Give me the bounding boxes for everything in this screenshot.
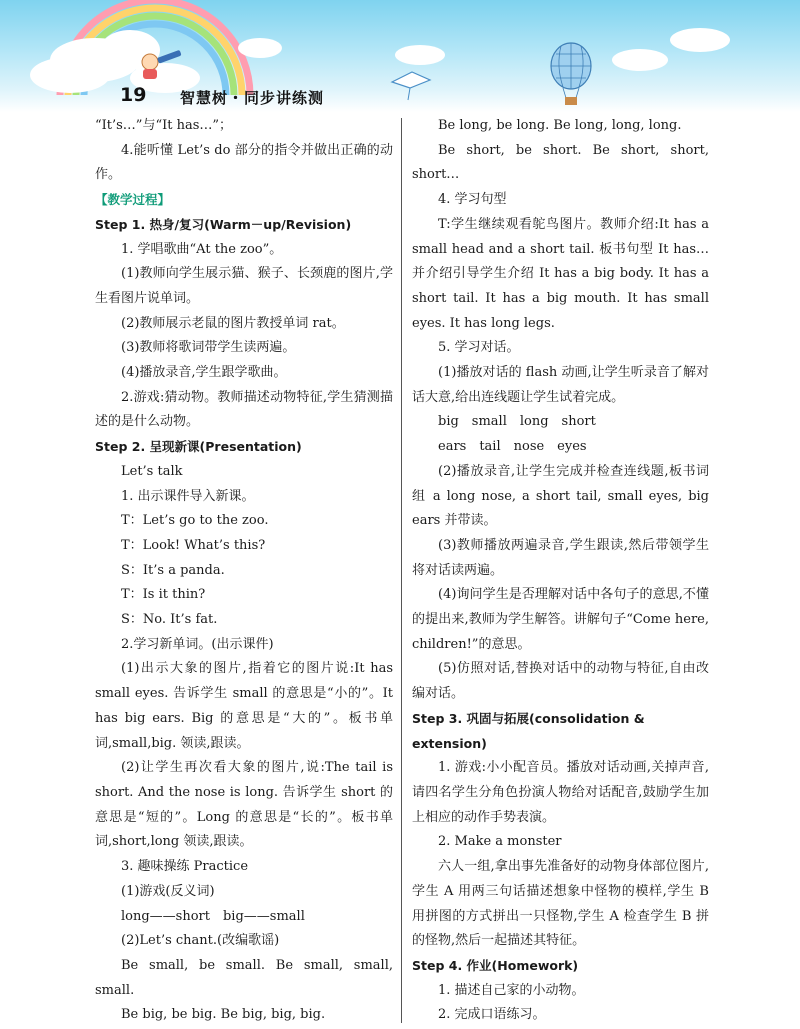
paragraph: big small long short	[438, 414, 596, 430]
paragraph: Be small, be small. Be small, small, small.	[95, 957, 393, 998]
paragraph: 1. 学唱歌曲“At the zoo”。	[121, 241, 283, 257]
paragraph: Be long, be long. Be long, long, long.	[438, 118, 682, 133]
paragraph: Be big, be big. Be big, big, big.	[121, 1007, 326, 1023]
section-heading: 【教学过程】	[95, 192, 171, 208]
paragraph: T：Look! What’s this?	[121, 537, 266, 553]
paragraph: 1. 描述自己家的小动物。	[438, 982, 585, 998]
paragraph: (4)询问学生是否理解对话中各句子的意思,不懂的提出来,教师为学生解答。讲解句子“Come here, children!”的意思。	[412, 587, 709, 652]
paragraph: (2)播放录音,让学生完成并检查连线题,板书词组 a long nose, a short tail, small eyes, big ears 并带读。	[412, 463, 709, 529]
paragraph: 4. 学习句型	[438, 192, 507, 208]
paragraph: ears tail nose eyes	[438, 439, 587, 455]
paragraph: T：Is it thin?	[121, 587, 206, 603]
step-heading: Step 4. 作业(Homework)	[412, 957, 579, 973]
paragraph: S：No. It’s fat.	[121, 612, 218, 628]
kite-icon	[392, 72, 430, 100]
paragraph: (2)让学生再次看大象的图片,说:The tail is short. And the nose is long. 告诉学生 short 的意思是“短的”。Long 的意思是“长的”。板书单词,short,long 领读,跟读。	[95, 760, 393, 850]
left-column	[95, 114, 393, 1028]
paragraph: 2.学习新单词。(出示课件)	[121, 636, 274, 652]
paragraph: 4.能听懂 Let’s do 部分的指令并做出正确的动作。	[95, 142, 393, 183]
paragraph: 1. 游戏:小小配音员。播放对话动画,关掉声音,请四名学生分角色扮演人物给对话配音,鼓励学生加上相应的动作手势表演。	[412, 760, 709, 825]
paragraph: (1)游戏(反义词)	[121, 883, 215, 899]
paragraph: (1)播放对话的 flash 动画,让学生听录音了解对话大意,给出连线题让学生试着完成。	[412, 365, 709, 405]
paragraph: (3)教师播放两遍录音,学生跟读,然后带领学生将对话读两遍。	[412, 537, 709, 578]
column-divider	[401, 118, 402, 1023]
paragraph: 3. 趣味操练 Practice	[121, 859, 249, 875]
step-heading: Step 3. 巩固与拓展(consolidation & extension)	[412, 710, 645, 751]
paragraph: 六人一组,拿出事先准备好的动物身体部位图片,学生 A 用两三句话描述想象中怪物的模样,学生 B 用拼图的方式拼出一只怪物,学生 A 检查学生 B 拼的怪物,然后一起描述其特征。	[412, 859, 709, 949]
paragraph: Let’s talk	[121, 463, 183, 479]
book-title: 智慧树・同步讲练测	[180, 89, 325, 107]
paragraph: (2)教师展示老鼠的图片教授单词 rat。	[121, 315, 345, 331]
right-column	[412, 114, 709, 1028]
paragraph: 5. 学习对话。	[438, 340, 520, 356]
paragraph: “It’s…”与“It has…”；	[95, 118, 233, 133]
hot-air-balloon-icon	[551, 43, 591, 105]
paragraph: (4)播放录音,学生跟学歌曲。	[121, 365, 287, 381]
paragraph: 2.游戏:猜动物。教师描述动物特征,学生猜测描述的是什么动物。	[95, 389, 393, 430]
paragraph: (2)Let’s chant.(改编歌谣)	[121, 933, 280, 949]
paragraph: (3)教师将歌词带学生读两遍。	[121, 340, 296, 356]
paragraph: T:学生继续观看鸵鸟图片。教师介绍:It has a small head and a short tail. 板书句型 It has… 并介绍引导学生介绍 It has a big body. It has a short tail. It has a big mouth. It has small eyes. It has long legs.	[412, 216, 709, 331]
paragraph: Be short, be short. Be short, short, short…	[412, 142, 709, 183]
paragraph: (5)仿照对话,替换对话中的动物与特征,自由改编对话。	[412, 661, 709, 702]
paragraph: 2. Make a monster	[438, 834, 562, 850]
paragraph: T：Let’s go to the zoo.	[121, 513, 269, 529]
step-heading: Step 2. 呈现新课(Presentation)	[95, 439, 302, 455]
step-heading: Step 1. 热身/复习(Warm－up/Revision)	[95, 216, 352, 232]
paragraph: (1)出示大象的图片,指着它的图片说:It has small eyes. 告诉学生 small 的意思是“小的”。It has big ears. Big 的意思是“大的”。板书单词,small,big. 领读,跟读。	[95, 661, 393, 751]
paragraph: (1)教师向学生展示猫、猴子、长颈鹿的图片,学生看图片说单词。	[95, 266, 393, 306]
paragraph: S：It’s a panda.	[121, 562, 225, 578]
paragraph: long——short big——small	[121, 908, 305, 924]
paragraph: 2. 完成口语练习。	[438, 1007, 546, 1023]
page-number: 19	[120, 84, 147, 106]
paragraph: 1. 出示课件导入新课。	[121, 488, 255, 504]
